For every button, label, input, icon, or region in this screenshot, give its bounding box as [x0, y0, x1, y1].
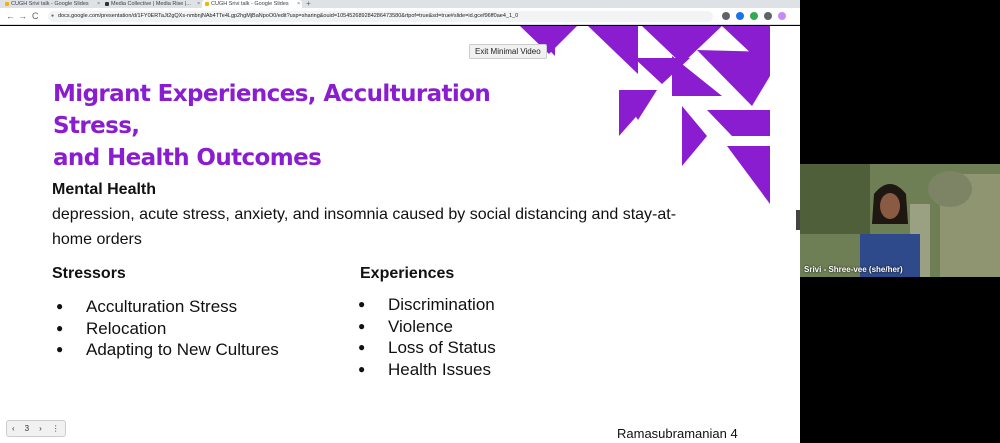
- list-item: ● Relocation: [56, 318, 279, 340]
- extension-icon[interactable]: [736, 12, 744, 20]
- star-icon[interactable]: [722, 12, 730, 20]
- tab-close-icon[interactable]: ×: [97, 1, 100, 7]
- extension-icons: [722, 12, 786, 20]
- list-item: ● Health Issues: [358, 359, 496, 381]
- slide-number: 3: [24, 424, 30, 433]
- slide-footer: Ramasubramanian 4: [617, 426, 738, 441]
- tab-close-icon[interactable]: ×: [197, 1, 200, 7]
- participant-video-image: [800, 164, 1000, 277]
- slides-favicon-icon: [5, 2, 9, 6]
- triangle-shape: [588, 26, 638, 74]
- tab-close-icon[interactable]: ×: [297, 1, 300, 7]
- slides-favicon-icon: [205, 2, 209, 6]
- stressors-list: [56, 296, 279, 361]
- url-text: docs.google.com/presentation/d/1FY0ERTaJt2gQXs-nmbnjNAb4TTe4Lgp2hgMjBaNpoO0/edit?usp=sharing&ouid=105452689284286473580&rtpof=true&sd=true#slide=id.gcef96ff0ae4_1_0: [58, 13, 519, 19]
- stressors-heading: Stressors: [52, 265, 126, 282]
- participant-name-label: Srivi - Shree-vee (she/her): [804, 265, 903, 274]
- list-item: ● Adapting to New Cultures: [56, 339, 279, 361]
- triangle-shape: [707, 110, 770, 136]
- editor-margin: [770, 26, 800, 443]
- tab-label: CUGH Srivi talk - Google Slides: [11, 1, 89, 7]
- slide-title-line: Migrant Experiences, Acculturation Stress,: [53, 81, 491, 139]
- forward-arrow-icon[interactable]: →: [18, 11, 27, 21]
- browser-toolbar: [0, 8, 800, 25]
- triangle-shape: [682, 106, 707, 166]
- experiences-list: [358, 294, 496, 380]
- next-slide-button[interactable]: ›: [39, 424, 42, 433]
- list-item: ● Discrimination: [358, 294, 496, 316]
- media-favicon-icon: [105, 2, 109, 6]
- lock-icon: ●: [51, 13, 55, 19]
- extension-icon[interactable]: [764, 12, 772, 20]
- tab-label: Media Collective | Media Rise |...: [111, 1, 191, 7]
- exit-minimal-video-tooltip: Exit Minimal Video: [469, 44, 547, 59]
- browser-tab-bar: [0, 0, 800, 8]
- profile-avatar[interactable]: [778, 12, 786, 20]
- list-item: ● Violence: [358, 316, 496, 338]
- triangle-shape: [727, 146, 770, 204]
- browser-tab-active[interactable]: [202, 0, 302, 8]
- slide-title: [53, 78, 573, 174]
- previous-slide-button[interactable]: ‹: [12, 424, 15, 433]
- mental-health-heading: Mental Health: [52, 181, 157, 198]
- back-arrow-icon[interactable]: ←: [6, 11, 15, 21]
- extension-icon[interactable]: [750, 12, 758, 20]
- browser-tab[interactable]: [102, 0, 202, 8]
- triangle-shape: [697, 50, 770, 106]
- browser-tab[interactable]: [2, 0, 102, 8]
- slide-canvas: [22, 26, 770, 443]
- slide-title-line: and Health Outcomes: [53, 145, 322, 171]
- more-options-icon[interactable]: ⋮: [51, 424, 60, 433]
- tab-label: CUGH Srivi talk - Google Slides: [211, 1, 289, 7]
- reload-icon[interactable]: C: [32, 11, 39, 21]
- new-tab-button[interactable]: +: [306, 0, 311, 8]
- address-bar[interactable]: [48, 11, 713, 22]
- list-item: ● Loss of Status: [358, 337, 496, 359]
- list-item: ● Acculturation Stress: [56, 296, 279, 318]
- experiences-heading: Experiences: [360, 265, 455, 282]
- slide-pager: [6, 420, 66, 437]
- editor-margin: [0, 26, 22, 443]
- participant-video[interactable]: [800, 164, 1000, 277]
- mental-health-description: depression, acute stress, anxiety, and insomnia caused by social distancing and stay-at-home orders: [52, 206, 677, 248]
